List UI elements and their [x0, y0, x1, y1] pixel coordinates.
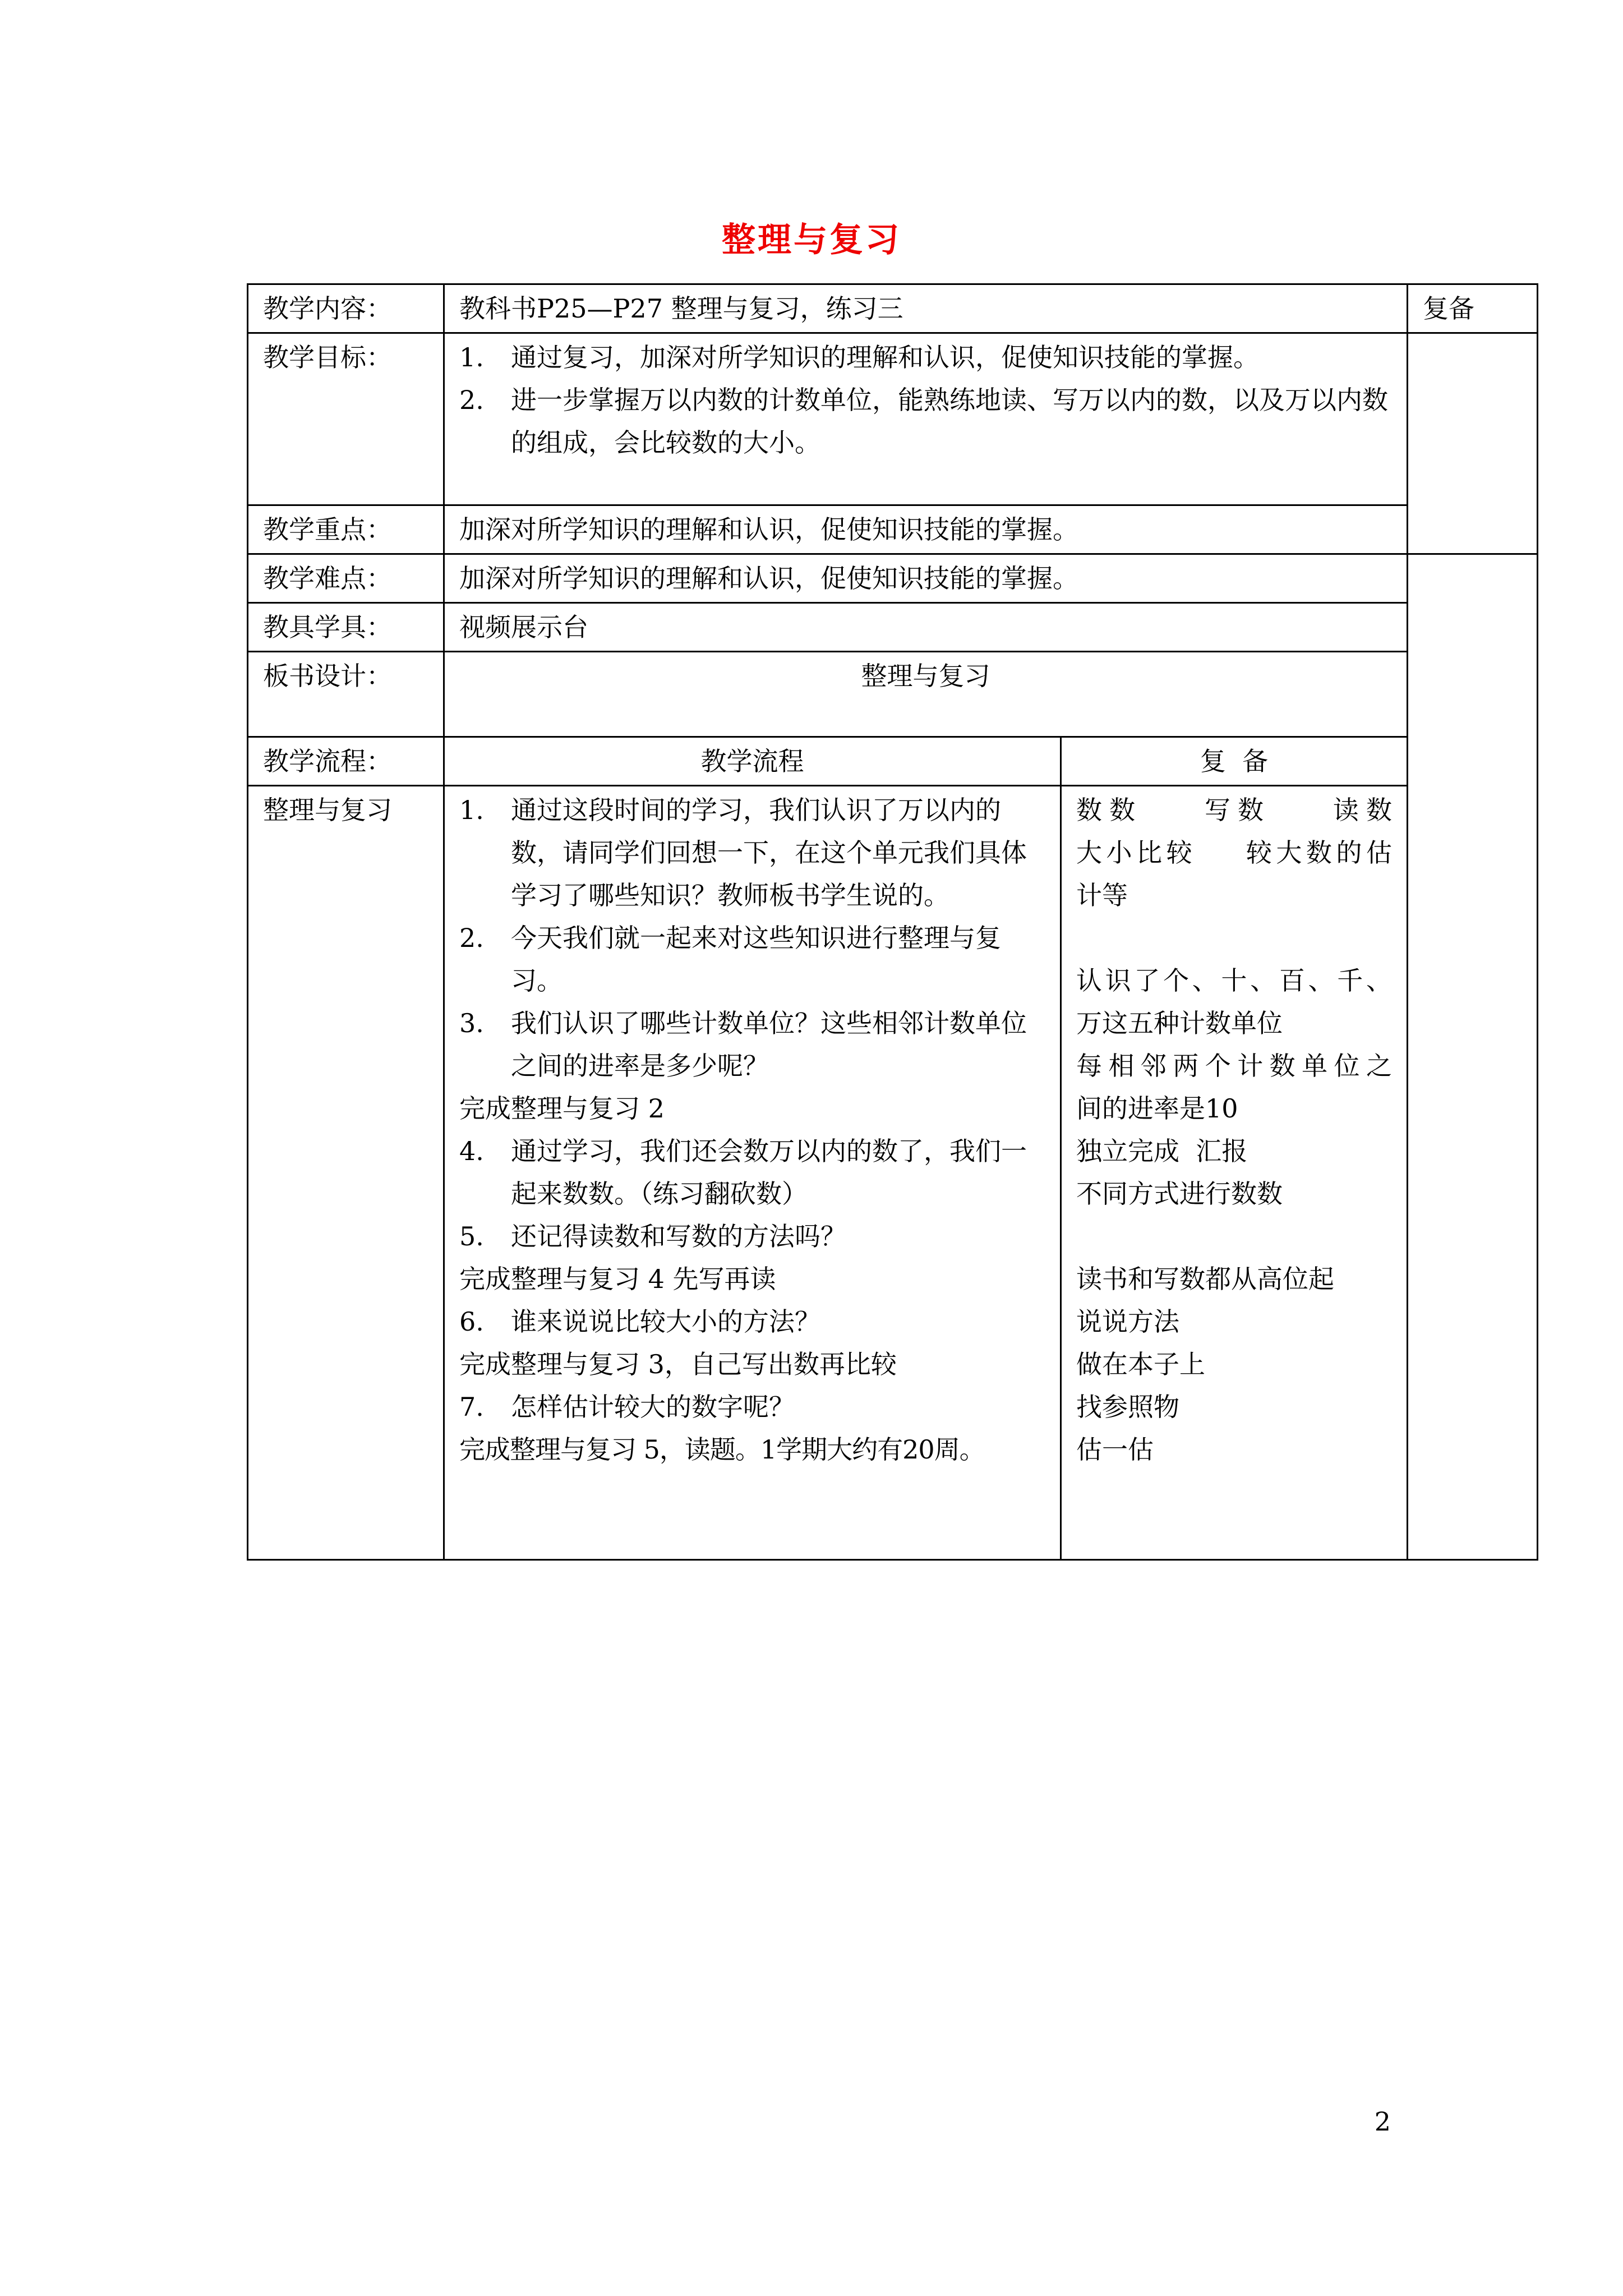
side-review-cell	[1408, 333, 1538, 554]
review-note: 读书和写数都从高位起	[1076, 1264, 1334, 1294]
value-board: 整理与复习	[444, 652, 1408, 737]
goal-number: 2.	[459, 385, 484, 415]
flow-note-line: 完成整理与复习 5，读题。1学期大约有20周。	[459, 1434, 985, 1465]
review-note-gap	[1076, 917, 1392, 959]
value-tools: 视频展示台	[444, 603, 1408, 652]
step-text: 我们认识了哪些计数单位？这些相邻计数单位之间的进率是多少呢？	[511, 1008, 1027, 1081]
label-tools: 教具学具：	[248, 603, 444, 652]
flow-header-middle: 教学流程	[444, 737, 1061, 786]
label-flow-section: 整理与复习	[248, 786, 444, 1560]
flow-steps	[444, 786, 1061, 1560]
flow-step	[459, 1002, 1045, 1087]
review-note: 说说方法	[1076, 1306, 1179, 1337]
review-note: 大小比较 较大数的估	[1076, 838, 1392, 868]
side-review-label: 复备	[1408, 284, 1538, 333]
label-goals: 教学目标：	[248, 333, 444, 505]
flow-step	[459, 789, 1045, 917]
row-tools	[248, 603, 1538, 652]
row-difficulty	[248, 554, 1538, 603]
review-note: 认识了个、十、百、千、	[1076, 965, 1392, 996]
row-flow	[248, 786, 1538, 1560]
flow-step	[459, 1215, 1045, 1258]
page-number: 2	[1374, 2106, 1391, 2137]
row-flow-header	[248, 737, 1538, 786]
flow-note-line: 完成整理与复习 4 先写再读	[459, 1264, 776, 1294]
label-content: 教学内容：	[248, 284, 444, 333]
flow-header-right: 复 备	[1061, 737, 1408, 786]
side-review-cell-2	[1408, 554, 1538, 1560]
flow-step	[459, 1300, 1045, 1343]
step-text: 还记得读数和写数的方法吗？	[511, 1221, 846, 1251]
goals-list	[444, 333, 1408, 505]
label-board: 板书设计：	[248, 652, 444, 737]
step-number: 5.	[459, 1221, 484, 1251]
review-note: 计等	[1076, 880, 1128, 910]
goal-text: 通过复习，加深对所学知识的理解和认识，促使知识技能的掌握。	[511, 342, 1259, 372]
review-note: 找参照物	[1076, 1392, 1179, 1422]
step-number: 3.	[459, 1008, 484, 1038]
label-key-point: 教学重点：	[248, 505, 444, 554]
step-number: 6.	[459, 1306, 484, 1337]
flow-step	[459, 1130, 1045, 1215]
value-difficulty: 加深对所学知识的理解和认识，促使知识技能的掌握。	[444, 554, 1408, 603]
review-note: 数数 写数 读数	[1076, 795, 1392, 825]
step-number: 4.	[459, 1136, 484, 1166]
row-goals	[248, 333, 1538, 505]
goal-item	[459, 379, 1392, 464]
step-text: 谁来说说比较大小的方法？	[511, 1306, 820, 1337]
flow-step	[459, 1386, 1045, 1428]
goal-number: 1.	[459, 342, 484, 372]
value-content: 教科书P25—P27 整理与复习，练习三	[444, 284, 1408, 333]
step-number: 7.	[459, 1392, 484, 1422]
flow-step	[459, 917, 1045, 1002]
review-note: 间的进率是10	[1076, 1093, 1238, 1124]
review-note: 每相邻两个计数单位之	[1076, 1051, 1392, 1081]
flow-note-line: 完成整理与复习 2	[459, 1093, 665, 1124]
review-note: 估一估	[1076, 1434, 1154, 1465]
review-note: 做在本子上	[1076, 1349, 1205, 1379]
review-note: 不同方式进行数数	[1076, 1179, 1283, 1209]
row-board	[248, 652, 1538, 737]
step-number: 2.	[459, 923, 484, 953]
step-text: 今天我们就一起来对这些知识进行整理与复习。	[511, 923, 1001, 996]
value-key-point: 加深对所学知识的理解和认识，促使知识技能的掌握。	[444, 505, 1408, 554]
review-note-gap	[1076, 1215, 1392, 1258]
goal-text: 进一步掌握万以内数的计数单位，能熟练地读、写万以内的数，以及万以内数的组成，会比较数的大小。	[511, 385, 1388, 458]
step-text: 怎样估计较大的数字呢？	[511, 1392, 795, 1422]
page-title: 整理与复习	[722, 220, 901, 260]
label-difficulty: 教学难点：	[248, 554, 444, 603]
row-key-point	[248, 505, 1538, 554]
review-note: 万这五种计数单位	[1076, 1008, 1283, 1038]
goal-item	[459, 336, 1392, 379]
lesson-plan-table	[247, 283, 1538, 1561]
label-flow: 教学流程：	[248, 737, 444, 786]
flow-note-line: 完成整理与复习 3，自己写出数再比较	[459, 1349, 897, 1379]
step-text: 通过学习，我们还会数万以内的数了，我们一起来数数。（练习翻砍数）	[511, 1136, 1027, 1209]
step-text: 通过这段时间的学习，我们认识了万以内的数，请同学们回想一下，在这个单元我们具体学习了哪些知识？教师板书学生说的。	[511, 795, 1027, 910]
row-content	[248, 284, 1538, 333]
flow-notes	[1061, 786, 1408, 1560]
step-number: 1.	[459, 795, 484, 825]
review-note: 独立完成 汇报	[1076, 1136, 1248, 1166]
